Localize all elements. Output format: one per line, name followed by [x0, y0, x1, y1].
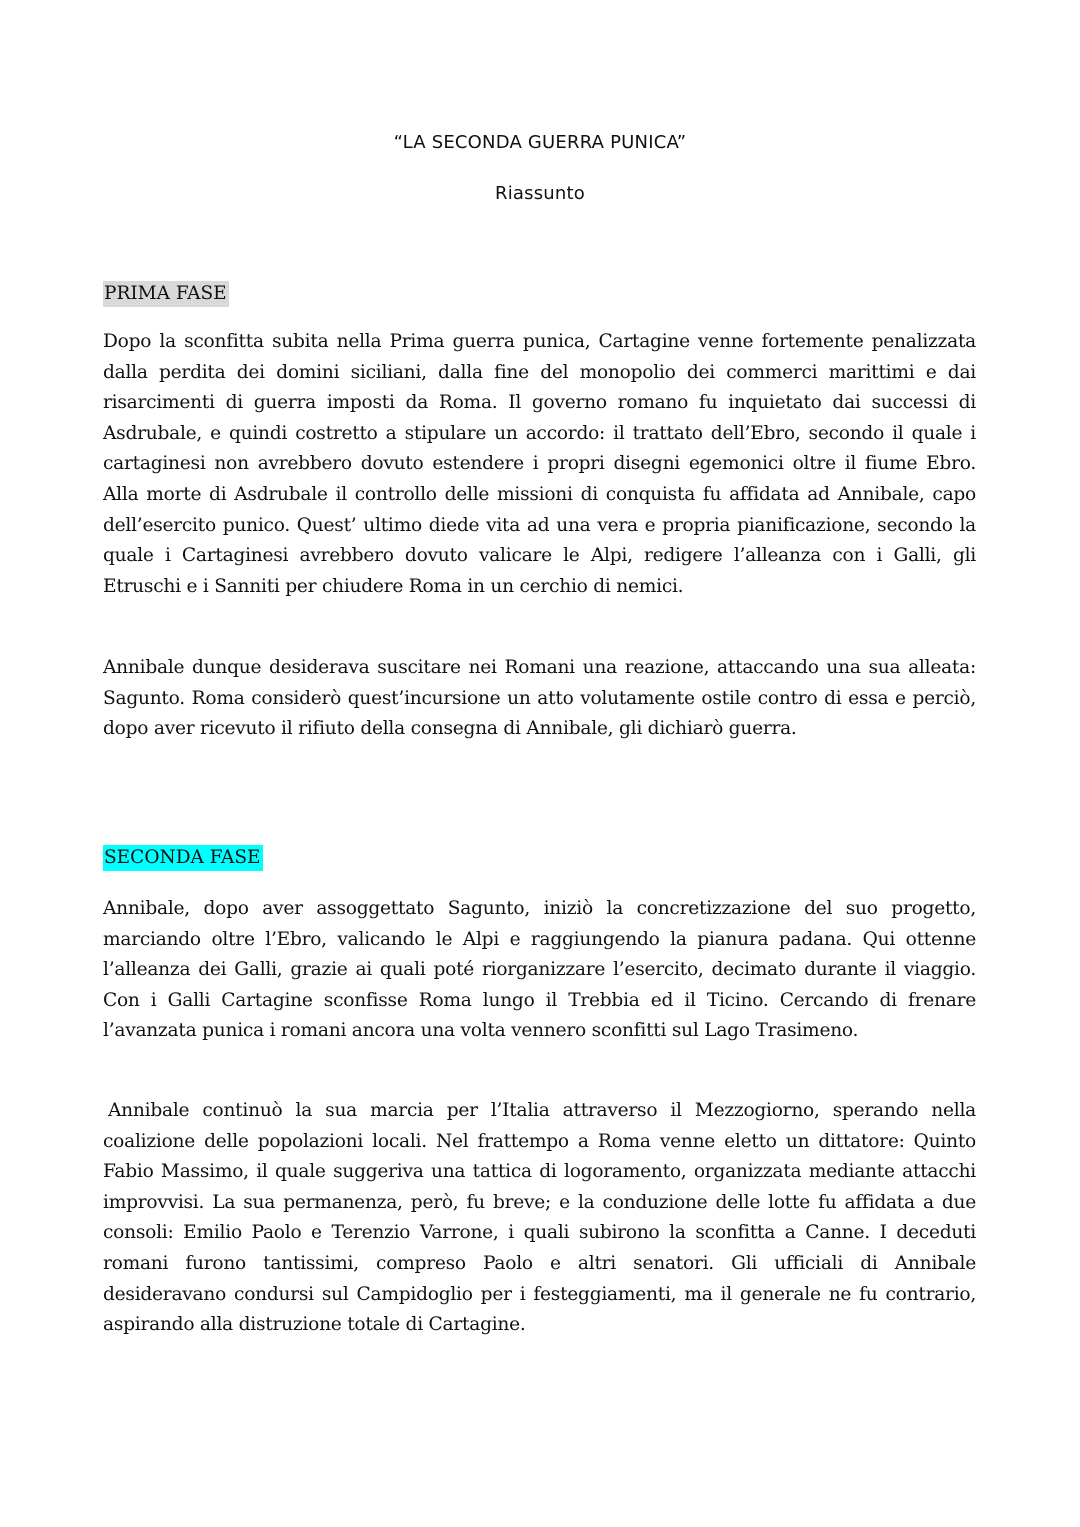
section-heading-prima-fase: PRIMA FASE — [103, 281, 229, 307]
section-heading-seconda-fase: SECONDA FASE — [103, 845, 263, 871]
paragraph: Dopo la sconfitta subita nella Prima guerra punica, Cartagine venne fortemente penalizzata dalla perdita dei domini siciliani, dalla fine del monopolio dei commerci marittimi e dai risarcimenti di guerra imposti da Roma. Il governo romano fu inquietato dai successi di Asdrubale, e quindi costretto a stipulare un accordo: il trattato dell’Ebro, secondo il quale i cartaginesi non avrebbero dovuto estendere i propri disegni egemonici oltre il fiume Ebro. Alla morte di Asdrubale il controllo delle missioni di conquista fu affidata ad Annibale, capo dell’esercito punico. Quest’ ultimo diede vita ad una vera e propria pianificazione, secondo la quale i Cartaginesi avrebbero dovuto valicare le Alpi, redigere l’alleanza con i Galli, gli Etruschi e i Sanniti per chiudere Roma in un cerchio di nemici. — [103, 331, 976, 597]
paragraph: Annibale, dopo aver assoggettato Sagunto, iniziò la concretizzazione del suo progetto, marciando oltre l’Ebro, valicando le Alpi e raggiungendo la pianura padana. Qui ottenne l’alleanza dei Galli, grazie ai quali poté riorganizzare l’esercito, decimato durante il viaggio. Con i Galli Cartagine sconfisse Roma lungo il Trebbia ed il Ticino. Cercando di frenare l’avanzata punica i romani ancora una volta vennero sconfitti sul Lago Trasimeno. — [103, 898, 976, 1042]
paragraph: Annibale dunque desiderava suscitare nei Romani una reazione, attaccando una sua alleata: Sagunto. Roma considerò quest’incursione un atto volutamente ostile contro di essa e perciò, dopo aver ricevuto il rifiuto della consegna di Annibale, gli dichiarò guerra. — [103, 657, 976, 740]
document-subtitle: Riassunto — [495, 183, 585, 204]
document-title: “LA SECONDA GUERRA PUNICA” — [393, 132, 687, 153]
paragraph: Annibale continuò la sua marcia per l’Italia attraverso il Mezzogiorno, sperando nella coalizione delle popolazioni locali. Nel frattempo a Roma venne eletto un dittatore: Quinto Fabio Massimo, il quale suggeriva una tattica di logoramento, organizzata mediante attacchi improvvisi. La sua permanenza, però, fu breve; e la conduzione delle lotte fu affidata a due consoli: Emilio Paolo e Terenzio Varrone, i quali subirono la sconfitta a Canne. I deceduti romani furono tantissimi, compreso Paolo e altri senatori. Gli ufficiali di Annibale desideravano condursi sul Campidoglio per i festeggiamenti, ma il generale ne fu contrario, aspirando alla distruzione totale di Cartagine. — [103, 1100, 976, 1336]
